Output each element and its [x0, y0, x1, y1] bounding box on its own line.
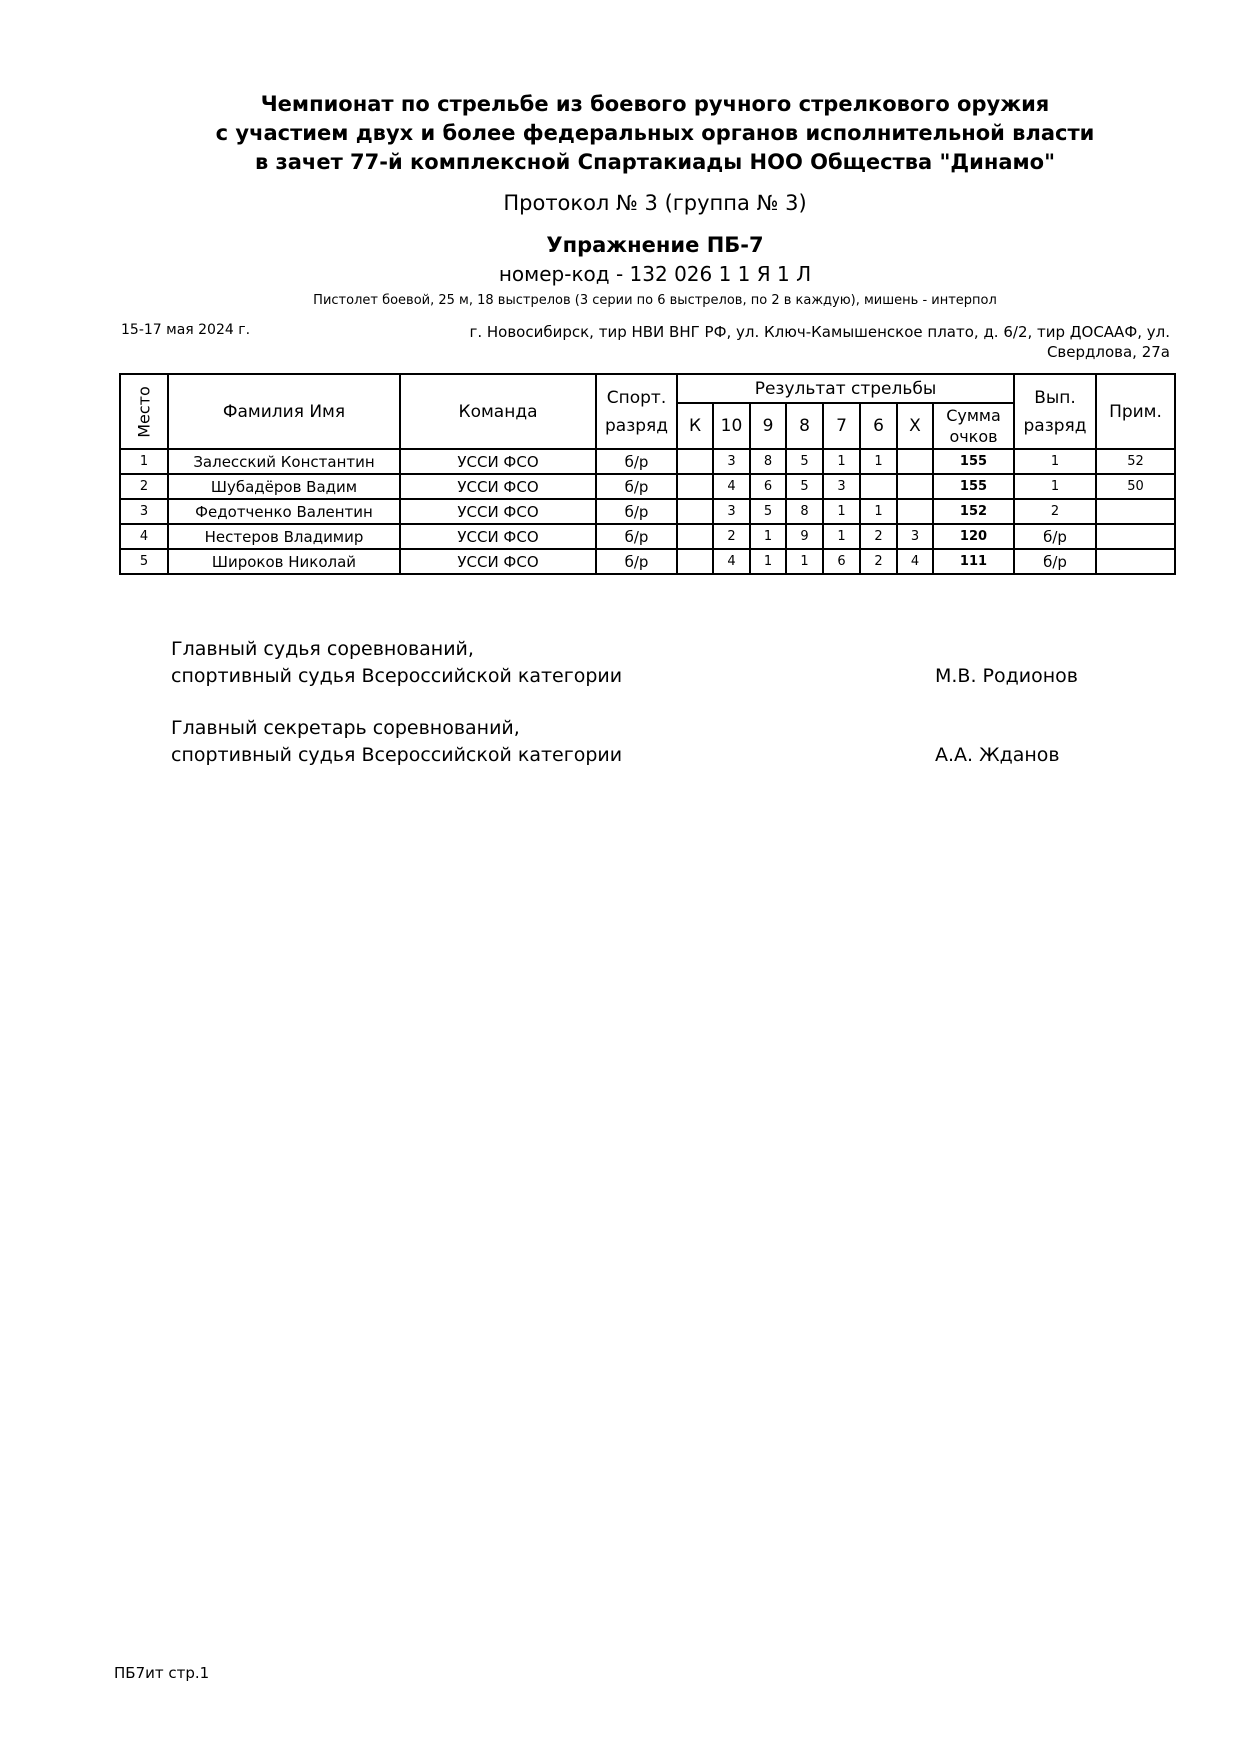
cell-k	[677, 474, 713, 499]
cell-name: Залесский Константин	[168, 449, 400, 474]
cell-9: 5	[750, 499, 786, 524]
cell-x	[897, 474, 933, 499]
title-line-3: в зачет 77-й комплексной Спартакиады НОО Общества "Динамо"	[254, 150, 1056, 174]
cell-rank: б/р	[596, 449, 677, 474]
header-rank: Спорт. разряд	[596, 374, 677, 449]
cell-name: Нестеров Владимир	[168, 524, 400, 549]
cell-x	[897, 499, 933, 524]
cell-team: УССИ ФСО	[400, 499, 596, 524]
chief-secretary-role-line-1: Главный секретарь соревнований,	[171, 717, 520, 739]
cell-10: 2	[713, 524, 750, 549]
exercise-description: Пистолет боевой, 25 м, 18 выстрелов (3 серии по 6 выстрелов, по 2 в каждую), мишень - интерпол	[313, 293, 997, 308]
exercise-title: Упражнение ПБ-7	[546, 233, 764, 257]
cell-achieved-rank: б/р	[1014, 524, 1096, 549]
cell-place: 2	[120, 474, 168, 499]
cell-note: 52	[1096, 449, 1175, 474]
title-line-1: Чемпионат по стрельбе из боевого ручного стрелкового оружия	[260, 92, 1050, 116]
header-6: 6	[860, 403, 897, 449]
cell-achieved-rank: 1	[1014, 474, 1096, 499]
cell-sum: 152	[933, 499, 1014, 524]
cell-team: УССИ ФСО	[400, 549, 596, 574]
cell-sum: 155	[933, 474, 1014, 499]
cell-note	[1096, 549, 1175, 574]
competition-venue	[430, 322, 1170, 362]
chief-judge-role-line-2: спортивный судья Всероссийской категории	[171, 665, 623, 687]
header-8: 8	[786, 403, 823, 449]
cell-place: 1	[120, 449, 168, 474]
header-results-group: Результат стрельбы	[677, 374, 1014, 403]
cell-team: УССИ ФСО	[400, 474, 596, 499]
cell-rank: б/р	[596, 474, 677, 499]
chief-judge-role-line-1: Главный судья соревнований,	[171, 638, 474, 660]
cell-k	[677, 499, 713, 524]
cell-achieved-rank: 2	[1014, 499, 1096, 524]
chief-judge-role	[171, 636, 622, 690]
cell-8: 9	[786, 524, 823, 549]
cell-10: 4	[713, 474, 750, 499]
header-sum: Сумма очков	[933, 403, 1014, 449]
results-table	[119, 373, 1176, 575]
venue-line-2: Свердлова, 27а	[1046, 343, 1170, 361]
cell-sum: 155	[933, 449, 1014, 474]
header-note: Прим.	[1096, 374, 1175, 449]
chief-secretary-name: А.А. Жданов	[935, 744, 1060, 766]
cell-note: 50	[1096, 474, 1175, 499]
cell-7: 1	[823, 449, 860, 474]
cell-rank: б/р	[596, 549, 677, 574]
cell-k	[677, 524, 713, 549]
header-10: 10	[713, 403, 750, 449]
cell-x: 3	[897, 524, 933, 549]
cell-rank: б/р	[596, 499, 677, 524]
cell-rank: б/р	[596, 524, 677, 549]
exercise-code: номер-код - 132 026 1 1 Я 1 Л	[498, 262, 812, 286]
cell-place: 3	[120, 499, 168, 524]
header-team: Команда	[400, 374, 596, 449]
cell-team: УССИ ФСО	[400, 524, 596, 549]
venue-line-1: г. Новосибирск, тир НВИ ВНГ РФ, ул. Ключ-Камышенское плато, д. 6/2, тир ДОСААФ, ул.	[469, 323, 1170, 341]
chief-judge-name: М.В. Родионов	[935, 665, 1078, 687]
cell-9: 6	[750, 474, 786, 499]
cell-10: 3	[713, 449, 750, 474]
page-footer: ПБ7ит стр.1	[114, 1664, 210, 1682]
cell-6	[860, 474, 897, 499]
cell-7: 6	[823, 549, 860, 574]
chief-secretary-role-line-2: спортивный судья Всероссийской категории	[171, 744, 623, 766]
cell-6: 1	[860, 449, 897, 474]
table-row	[120, 549, 1175, 574]
cell-9: 8	[750, 449, 786, 474]
cell-8: 8	[786, 499, 823, 524]
header-place: Место	[120, 374, 168, 449]
cell-6: 1	[860, 499, 897, 524]
cell-name: Федотченко Валентин	[168, 499, 400, 524]
cell-note	[1096, 524, 1175, 549]
cell-10: 4	[713, 549, 750, 574]
table-row	[120, 524, 1175, 549]
cell-team: УССИ ФСО	[400, 449, 596, 474]
competition-date: 15-17 мая 2024 г.	[121, 322, 251, 338]
cell-name: Широков Николай	[168, 549, 400, 574]
header-name: Фамилия Имя	[168, 374, 400, 449]
cell-sum: 120	[933, 524, 1014, 549]
table-row	[120, 474, 1175, 499]
header-7: 7	[823, 403, 860, 449]
table-row	[120, 449, 1175, 474]
cell-6: 2	[860, 549, 897, 574]
cell-7: 1	[823, 499, 860, 524]
header-x: X	[897, 403, 933, 449]
cell-place: 4	[120, 524, 168, 549]
cell-place: 5	[120, 549, 168, 574]
cell-8: 5	[786, 449, 823, 474]
table-row	[120, 499, 1175, 524]
cell-x: 4	[897, 549, 933, 574]
cell-sum: 111	[933, 549, 1014, 574]
protocol-number: Протокол № 3 (группа № 3)	[503, 191, 807, 215]
cell-9: 1	[750, 549, 786, 574]
cell-8: 1	[786, 549, 823, 574]
header-9: 9	[750, 403, 786, 449]
cell-9: 1	[750, 524, 786, 549]
cell-7: 1	[823, 524, 860, 549]
cell-7: 3	[823, 474, 860, 499]
chief-secretary-role	[171, 715, 622, 769]
cell-6: 2	[860, 524, 897, 549]
cell-note	[1096, 499, 1175, 524]
cell-achieved-rank: б/р	[1014, 549, 1096, 574]
cell-x	[897, 449, 933, 474]
cell-achieved-rank: 1	[1014, 449, 1096, 474]
cell-name: Шубадёров Вадим	[168, 474, 400, 499]
header-achieved-rank: Вып. разряд	[1014, 374, 1096, 449]
title-line-2: с участием двух и более федеральных органов исполнительной власти	[215, 121, 1095, 145]
cell-k	[677, 549, 713, 574]
cell-8: 5	[786, 474, 823, 499]
cell-10: 3	[713, 499, 750, 524]
header-k: К	[677, 403, 713, 449]
cell-k	[677, 449, 713, 474]
